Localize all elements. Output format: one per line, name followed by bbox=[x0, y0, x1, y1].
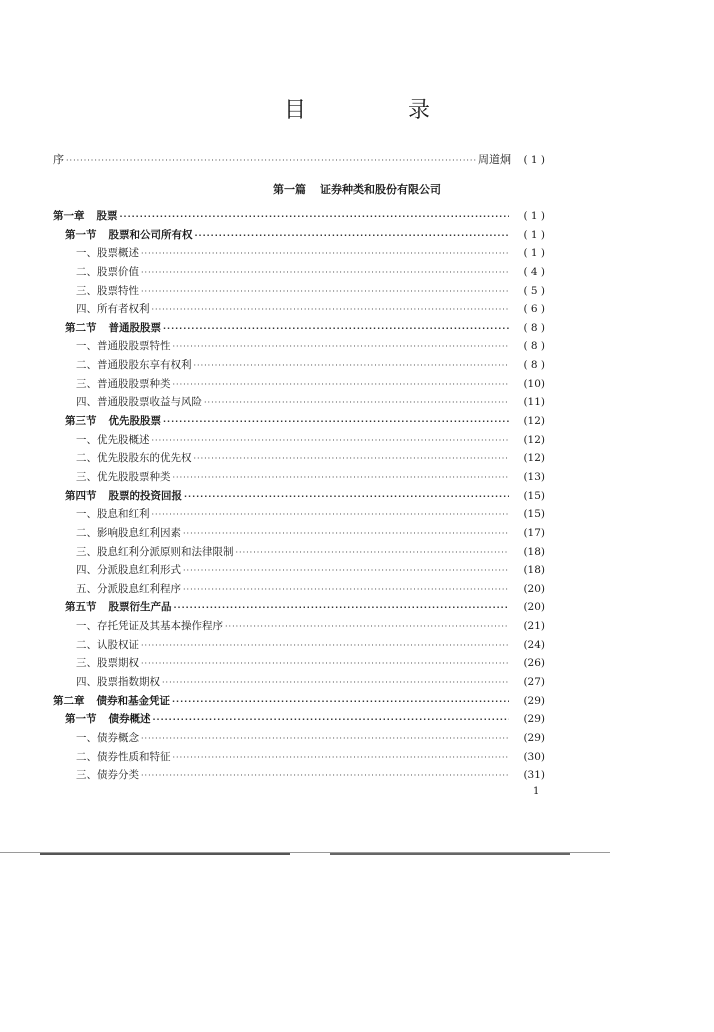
toc-title: 四、普通股股票收益与风险 bbox=[76, 396, 202, 409]
toc-page: (13) bbox=[523, 470, 545, 483]
leader-dots bbox=[236, 548, 510, 557]
toc-heading bbox=[53, 208, 118, 223]
leader-dots bbox=[163, 417, 509, 426]
toc-heading bbox=[53, 693, 170, 708]
toc-title: 五、分派股息红利程序 bbox=[76, 582, 181, 595]
toc-title: 一、股息和红利 bbox=[76, 508, 150, 521]
part-name: 证券种类和股份有限公司 bbox=[320, 183, 441, 196]
toc-number: 第三节 bbox=[65, 415, 97, 428]
preface-entry[interactable] bbox=[53, 151, 545, 167]
leader-dots bbox=[195, 231, 510, 240]
toc-page: (29) bbox=[523, 731, 545, 744]
toc-page: (20) bbox=[523, 601, 545, 614]
toc-page: (29) bbox=[523, 694, 545, 707]
toc-title: 四、分派股息红利形式 bbox=[76, 564, 181, 577]
toc-item-row[interactable] bbox=[53, 432, 545, 451]
toc-title: 二、普通股股东享有权利 bbox=[76, 359, 192, 372]
toc-title: 优先股股票 bbox=[108, 415, 161, 428]
leader-dots bbox=[204, 398, 509, 407]
scan-edge-line bbox=[330, 853, 570, 855]
toc-heading bbox=[65, 320, 161, 335]
toc-number: 第一章 bbox=[53, 210, 85, 222]
toc-title: 二、股票价值 bbox=[76, 265, 139, 278]
toc-page: ( 1 ) bbox=[523, 210, 545, 222]
preface-author: 周道炯 bbox=[478, 153, 511, 166]
leader-dots bbox=[174, 603, 510, 612]
leader-dots bbox=[153, 715, 510, 724]
leader-dots bbox=[141, 771, 509, 780]
toc-item-row[interactable] bbox=[53, 469, 545, 488]
toc-title: 二、优先股股东的优先权 bbox=[76, 452, 192, 465]
leader-dots bbox=[194, 454, 510, 463]
toc-title: 债券概述 bbox=[108, 713, 151, 726]
leader-dots bbox=[66, 156, 476, 165]
toc-title: 债券和基金凭证 bbox=[96, 694, 170, 707]
toc-page: ( 1 ) bbox=[523, 247, 545, 260]
toc-item-row[interactable] bbox=[53, 637, 545, 656]
toc-heading bbox=[65, 227, 193, 242]
leader-dots bbox=[120, 212, 510, 221]
leader-dots bbox=[173, 380, 510, 389]
toc-page: (21) bbox=[523, 620, 545, 633]
toc-title: 股票 bbox=[96, 210, 118, 222]
toc-number: 第一节 bbox=[65, 713, 97, 726]
toc-item-row[interactable] bbox=[53, 581, 545, 600]
toc-section-row[interactable] bbox=[53, 413, 545, 432]
toc-title: 股票和公司所有权 bbox=[108, 228, 193, 241]
toc-title: 二、影响股息红利因素 bbox=[76, 526, 181, 539]
toc-item-row[interactable] bbox=[53, 618, 545, 637]
toc-page: (15) bbox=[523, 508, 545, 521]
toc-title: 三、债券分类 bbox=[76, 769, 139, 782]
toc-page: (30) bbox=[523, 750, 545, 763]
toc-page: (20) bbox=[523, 582, 545, 595]
toc-heading bbox=[65, 488, 182, 503]
toc-title: 股票衍生产品 bbox=[108, 601, 172, 614]
toc-item-row[interactable] bbox=[53, 301, 545, 320]
leader-dots bbox=[173, 753, 510, 762]
leader-dots bbox=[141, 641, 509, 650]
toc-title: 二、债券性质和特征 bbox=[76, 750, 171, 763]
toc-section-row[interactable] bbox=[53, 599, 545, 618]
toc-title: 二、认股权证 bbox=[76, 638, 139, 651]
toc-title: 一、优先股概述 bbox=[76, 433, 150, 446]
toc-title: 普通股股票 bbox=[108, 321, 161, 334]
toc-page: ( 8 ) bbox=[523, 340, 545, 353]
toc-page: (12) bbox=[523, 433, 545, 446]
toc-page: (18) bbox=[523, 545, 545, 558]
toc-page: (29) bbox=[523, 713, 545, 726]
toc-page: ( 1 ) bbox=[523, 228, 545, 241]
toc-title: 一、存托凭证及其基本操作程序 bbox=[76, 620, 223, 633]
toc-title: 三、优先股股票种类 bbox=[76, 470, 171, 483]
toc-page: (11) bbox=[523, 396, 545, 409]
toc-number: 第四节 bbox=[65, 489, 97, 502]
toc-chapter-row[interactable] bbox=[53, 208, 545, 227]
toc-page: (10) bbox=[523, 377, 545, 390]
toc-section-row[interactable] bbox=[53, 320, 545, 339]
toc-section-row[interactable] bbox=[53, 227, 545, 246]
toc-section-row[interactable] bbox=[53, 488, 545, 507]
leader-dots bbox=[152, 436, 510, 445]
toc-number: 第五节 bbox=[65, 601, 97, 614]
toc-page: ( 5 ) bbox=[523, 284, 545, 297]
toc-item-row[interactable] bbox=[53, 767, 545, 786]
toc-item-row[interactable] bbox=[53, 525, 545, 544]
toc-item-row[interactable] bbox=[53, 376, 545, 395]
toc-page: (12) bbox=[523, 415, 545, 428]
toc-page: ( 8 ) bbox=[523, 359, 545, 372]
toc-item-row[interactable] bbox=[53, 655, 545, 674]
toc-page: (18) bbox=[523, 564, 545, 577]
preface-page: ( 1 ) bbox=[523, 154, 545, 166]
toc-title: 股票的投资回报 bbox=[108, 489, 182, 502]
part-heading bbox=[0, 181, 714, 197]
toc-title: 一、股票概述 bbox=[76, 247, 139, 260]
leader-dots bbox=[172, 697, 509, 706]
leader-dots bbox=[152, 305, 510, 314]
toc-heading bbox=[65, 711, 151, 726]
toc-heading bbox=[65, 599, 172, 614]
toc-item-row[interactable] bbox=[53, 394, 545, 413]
table-of-contents bbox=[53, 208, 545, 786]
toc-item-row[interactable] bbox=[53, 674, 545, 693]
toc-item-row[interactable] bbox=[53, 338, 545, 357]
leader-dots bbox=[162, 678, 509, 687]
leader-dots bbox=[173, 342, 510, 351]
leader-dots bbox=[194, 361, 510, 370]
toc-title: 四、股票指数期权 bbox=[76, 676, 160, 689]
leader-dots bbox=[183, 529, 509, 538]
toc-page: (12) bbox=[523, 452, 545, 465]
toc-item-row[interactable] bbox=[53, 283, 545, 302]
leader-dots bbox=[225, 622, 509, 631]
leader-dots bbox=[163, 324, 509, 333]
toc-page: ( 4 ) bbox=[523, 265, 545, 278]
toc-number: 第二节 bbox=[65, 321, 97, 334]
toc-title: 四、所有者权利 bbox=[76, 303, 150, 316]
leader-dots bbox=[141, 268, 509, 277]
leader-dots bbox=[141, 659, 509, 668]
toc-page: (24) bbox=[523, 638, 545, 651]
toc-item-row[interactable] bbox=[53, 730, 545, 749]
leader-dots bbox=[183, 585, 509, 594]
toc-title: 三、股息红利分派原则和法律限制 bbox=[76, 545, 234, 558]
toc-section-row[interactable] bbox=[53, 711, 545, 730]
toc-heading bbox=[65, 413, 161, 428]
toc-title: 三、股票特性 bbox=[76, 284, 139, 297]
toc-number: 第二章 bbox=[53, 694, 85, 707]
page-number: 1 bbox=[533, 786, 540, 797]
toc-page: (17) bbox=[523, 526, 545, 539]
toc-title: 一、债券概念 bbox=[76, 731, 139, 744]
toc-title: 三、普通股股票种类 bbox=[76, 377, 171, 390]
toc-page: (26) bbox=[523, 657, 545, 670]
toc-item-row[interactable] bbox=[53, 544, 545, 563]
toc-page: ( 8 ) bbox=[523, 321, 545, 334]
toc-item-row[interactable] bbox=[53, 450, 545, 469]
toc-number: 第一节 bbox=[65, 228, 97, 241]
leader-dots bbox=[141, 734, 509, 743]
page-title: 目 录 bbox=[283, 98, 470, 123]
leader-dots bbox=[184, 492, 509, 501]
leader-dots bbox=[152, 510, 510, 519]
leader-dots bbox=[141, 249, 509, 258]
toc-page: (27) bbox=[523, 676, 545, 689]
toc-item-row[interactable] bbox=[53, 357, 545, 376]
toc-title: 一、普通股股票特性 bbox=[76, 340, 171, 353]
toc-chapter-row[interactable] bbox=[53, 693, 545, 712]
toc-item-row[interactable] bbox=[53, 245, 545, 264]
leader-dots bbox=[173, 473, 510, 482]
leader-dots bbox=[141, 287, 509, 296]
scan-edge-line bbox=[40, 853, 290, 855]
toc-item-row[interactable] bbox=[53, 264, 545, 283]
preface-label: 序 bbox=[53, 153, 64, 166]
toc-item-row[interactable] bbox=[53, 749, 545, 768]
toc-page: ( 6 ) bbox=[523, 303, 545, 316]
leader-dots bbox=[183, 566, 509, 575]
part-number: 第一篇 bbox=[273, 183, 306, 196]
toc-item-row[interactable] bbox=[53, 506, 545, 525]
toc-item-row[interactable] bbox=[53, 562, 545, 581]
toc-page: (15) bbox=[523, 489, 545, 502]
toc-title: 三、股票期权 bbox=[76, 657, 139, 670]
toc-page: (31) bbox=[523, 769, 545, 782]
